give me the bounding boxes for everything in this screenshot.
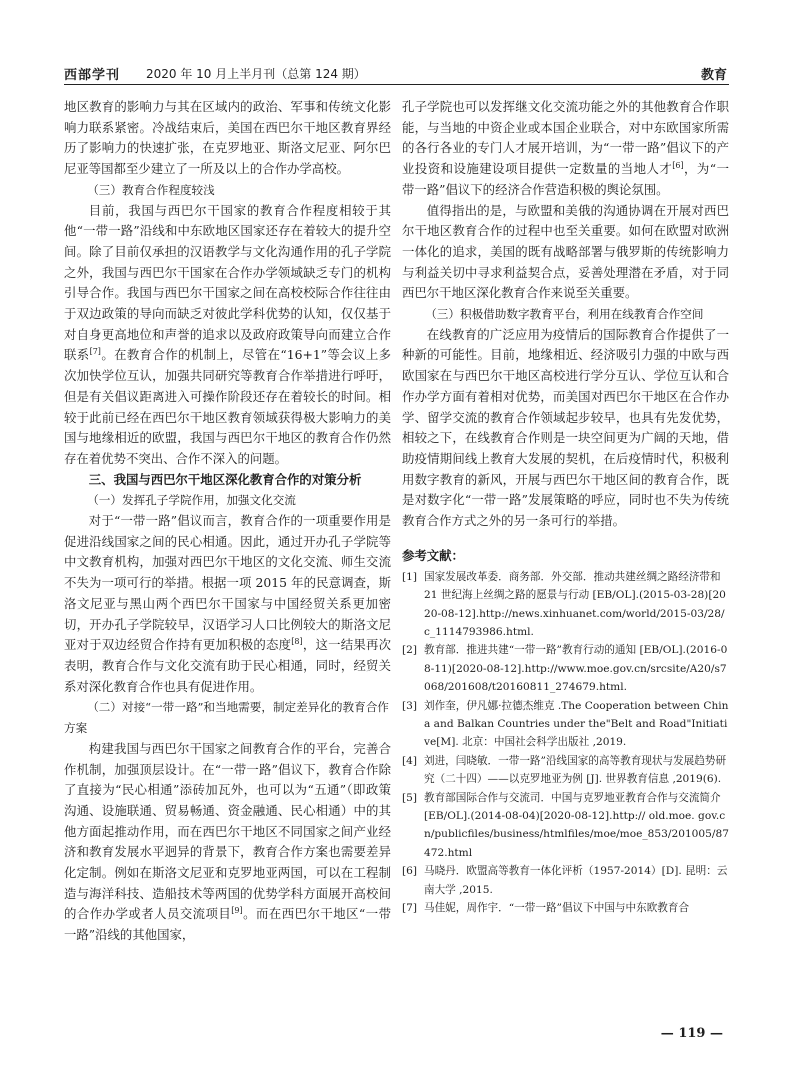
reference-item: [402, 568, 729, 642]
left-column: [64, 97, 391, 946]
paragraph-text: 孔子学院也可以发挥继文化交流功能之外的其他教育合作职能，与当地的中资企业或本国企业联合，对中东欧国家所需的各行各业的专门人才展开培训，为“一带一路”倡议下的产业投资和设施建设项目提供一定数量的当地人才: [402, 99, 729, 177]
reference-text: 马晓丹．欧盟高等教育一体化评析（1957-2014）[D]. 昆明：云南大学 ,2015.: [424, 865, 728, 896]
paragraph-text: 构建我国与西巴尔干国家之间教育合作的平台，完善合作机制，加强顶层设计。在“一带一路”倡议下，教育合作除了直接为“民心相通”添砖加瓦外，也可以为“五通”（即政策沟通、设施联通、贸易畅通、资金融通、民心相通）中的其他方面起推动作用，而在西巴尔干地区不同国家之间产业经济和教育发展水平迥异的背景下，教育合作方案也需要差异化定制。例如在斯洛文尼亚和克罗地亚两国，可以在工程制造与海洋科技、造船技术等两国的优势学科方面展开高校间的合作办学或者人员交流项目: [64, 740, 391, 922]
reference-text: 刘作奎，伊凡娜·拉德杰维克 .The Cooperation between China and Balkan Countries under the"Belt and Road"Initiative[M]. 北京：中国社会科学出版社 ,2019.: [424, 699, 729, 749]
reference-number: [1]: [402, 570, 418, 583]
citation-marker: [6]: [672, 160, 684, 170]
paragraph-text: 。在教育合作的机制上，尽管在“16+1”等会议上多次加快学位互认，加强共同研究等教育合作举措进行呼吁，但是有关倡议距离进入可操作阶段还存在着较长的时间。相较于此前已经在西巴尔干地区教育领域获得极大影响力的美国与地缘相近的欧盟，我国与西巴尔干地区的教育合作仍然存在着优势不突出、合作不深入的问题。: [64, 347, 391, 466]
subsection-heading: [402, 304, 729, 325]
body-paragraph: [64, 97, 391, 180]
paragraph-text: 在线教育的广泛应用为疫情后的国际教育合作提供了一种新的可能性。目前，地缘相近、经济吸引力强的中欧与西欧国家在与西巴尔干地区高校进行学分互认、学位互认和合作办学方面有着相对优势，而美国对西巴尔干地区在合作办学、留学交流的教育合作领域起步较早，也具有先发优势，相较之下，在线教育合作则是一块空间更为广阔的天地，借助疫情期间线上教育大发展的契机，在后疫情时代，积极利用数字教育的新风，开展与西巴尔干地区间的教育合作，既是对数字化“一带一路”发展策略的呼应，同时也不失为传统教育合作方式之外的另一条可行的举措。: [402, 326, 729, 529]
paragraph-text: 三、我国与西巴尔干地区深化教育合作的对策分析: [88, 471, 362, 487]
reference-item: [402, 862, 729, 899]
reference-text: 教育部．推进共建“一带一路”教育行动的通知 [EB/OL].(2016-08-11)[2020-08-12].http://www.moe.gov.cn/srcsite/A20/s7068/201608/t20160811_274679.html.: [424, 644, 728, 694]
paragraph-text: （三）教育合作程度较浅: [87, 182, 215, 197]
citation-marker: [8]: [291, 637, 303, 647]
reference-item: [402, 789, 729, 863]
paragraph-text: ，为“一带一路”倡议下的经济合作营造积极的舆论氛围。: [402, 161, 729, 197]
body-paragraph: [402, 325, 729, 532]
body-paragraph: [64, 201, 391, 470]
subsection-heading: [64, 180, 391, 201]
references-list: [402, 568, 729, 918]
paragraph-text: 地区教育的影响力与其在区域内的政治、军事和传统文化影响力联系紧密。冷战结束后，美国在西巴尔干地区教育界经历了影响力的快速扩张，在克罗地亚、斯洛文尼亚、阿尔巴尼亚等国都至少建立了一所及以上的合作办学高校。: [64, 99, 391, 177]
reference-text: 国家发展改革委．商务部．外交部．推动共建丝绸之路经济带和 21 世纪海上丝绸之路的愿景与行动 [EB/OL].(2015-03-28)[2020-08-12].http://news.xinhuanet.com/world/2015-03/28/c_1114793986.html.: [424, 570, 726, 638]
paragraph-text: 目前，我国与西巴尔干国家的教育合作程度相较于其他“一带一路”沿线和中东欧地区国家还存在着较大的提升空间。除了目前仅承担的汉语教学与文化沟通作用的孔子学院之外，我国与西巴尔干国家在合作办学领域缺乏专门的机构引导合作。我国与西巴尔干国家之间在高校校际合作往往由于双边政策的导向而缺乏对彼此学科优势的认知，仅仅基于对自身更高地位和声誉的追求以及政府政策导向而建立合作联系: [64, 202, 391, 363]
paragraph-text: 对于“一带一路”倡议而言，教育合作的一项重要作用是促进沿线国家之间的民心相通。因此，通过开办孔子学院等中文教育机构，加强对西巴尔干地区的文化交流、师生交流不失为一项可行的举措。根据一项 2015 年的民意调查，斯洛文尼亚与黑山两个西巴尔干国家与中国经贸关系更加密切，开办孔子学院较早，汉语学习人口比例较大的斯洛文尼亚对于双边经贸合作持有更加积极的态度: [64, 513, 391, 653]
paragraph-text: （一）发挥孔子学院作用，加强文化交流: [87, 493, 296, 508]
section-label: 教育: [700, 68, 727, 83]
reference-item: [402, 752, 729, 789]
paragraph-text: （三）积极借助数字教育平台，利用在线教育合作空间: [425, 307, 704, 322]
body-paragraph: [64, 511, 391, 697]
paragraph-text: （二）对接“一带一路”和当地需要，制定差异化的教育合作方案: [64, 700, 389, 736]
issue-info: 2020 年 10 月上半月刊（总第 124 期）: [146, 67, 366, 81]
reference-number: [6]: [402, 865, 418, 878]
references-title: 参考文献：: [402, 547, 464, 563]
reference-text: 马佳妮，周作宇．“一带一路”倡议下中国与中东欧教育合: [424, 902, 690, 915]
paragraph-text: 。而在西巴尔干地区“一带一路”沿线的其他国家，: [64, 906, 392, 943]
reference-text: 刘进，闫晓敏．一带一路”沿线国家的高等教育现状与发展趋势研究（二十四）——以克罗地亚为例 [J]. 世界教育信息 ,2019(6).: [424, 754, 727, 786]
body-paragraph: [402, 201, 729, 305]
journal-title: 西部学刊: [64, 68, 121, 83]
section-heading: [64, 470, 391, 491]
paragraph-text: 值得指出的是，与欧盟和美俄的沟通协调在开展对西巴尔干地区教育合作的过程中也至关重要。如何在欧盟对欧洲一体化的追求，美国的既有战略部署与俄罗斯的传统影响力与利益关切中寻求利益契合点，妥善处理潜在矛盾，对于同西巴尔干地区深化教育合作来说至关重要。: [402, 202, 729, 301]
right-body: [402, 97, 729, 532]
right-column: [402, 97, 729, 917]
citation-marker: [9]: [231, 906, 243, 916]
reference-item: [402, 697, 729, 752]
reference-number: [7]: [402, 902, 418, 915]
body-paragraph: [402, 97, 729, 201]
header-rule: [64, 84, 729, 85]
reference-text: 教育部国际合作与交流司．中国与克罗地亚教育合作与交流简介 [EB/OL].(2014-08-04)[2020-08-12].http:// old.moe. gov.cn/publicfiles/business/htmlfiles/moe/moe_853/201005/87472.html: [424, 791, 729, 859]
body-paragraph: [64, 739, 391, 946]
reference-number: [4]: [402, 754, 418, 767]
reference-number: [3]: [402, 699, 418, 712]
reference-number: [5]: [402, 791, 418, 804]
subsection-heading: [64, 490, 391, 511]
reference-item: [402, 899, 729, 917]
reference-number: [2]: [402, 644, 418, 657]
page-number: — 119 —: [660, 1026, 723, 1041]
reference-item: [402, 641, 729, 696]
citation-marker: [7]: [89, 347, 101, 357]
subsection-heading: [64, 697, 391, 738]
paragraph-text: ，这一结果再次表明，教育合作与文化交流有助于民心相通，同时，经贸关系对深化教育合作也具有促进作用。: [64, 637, 392, 694]
